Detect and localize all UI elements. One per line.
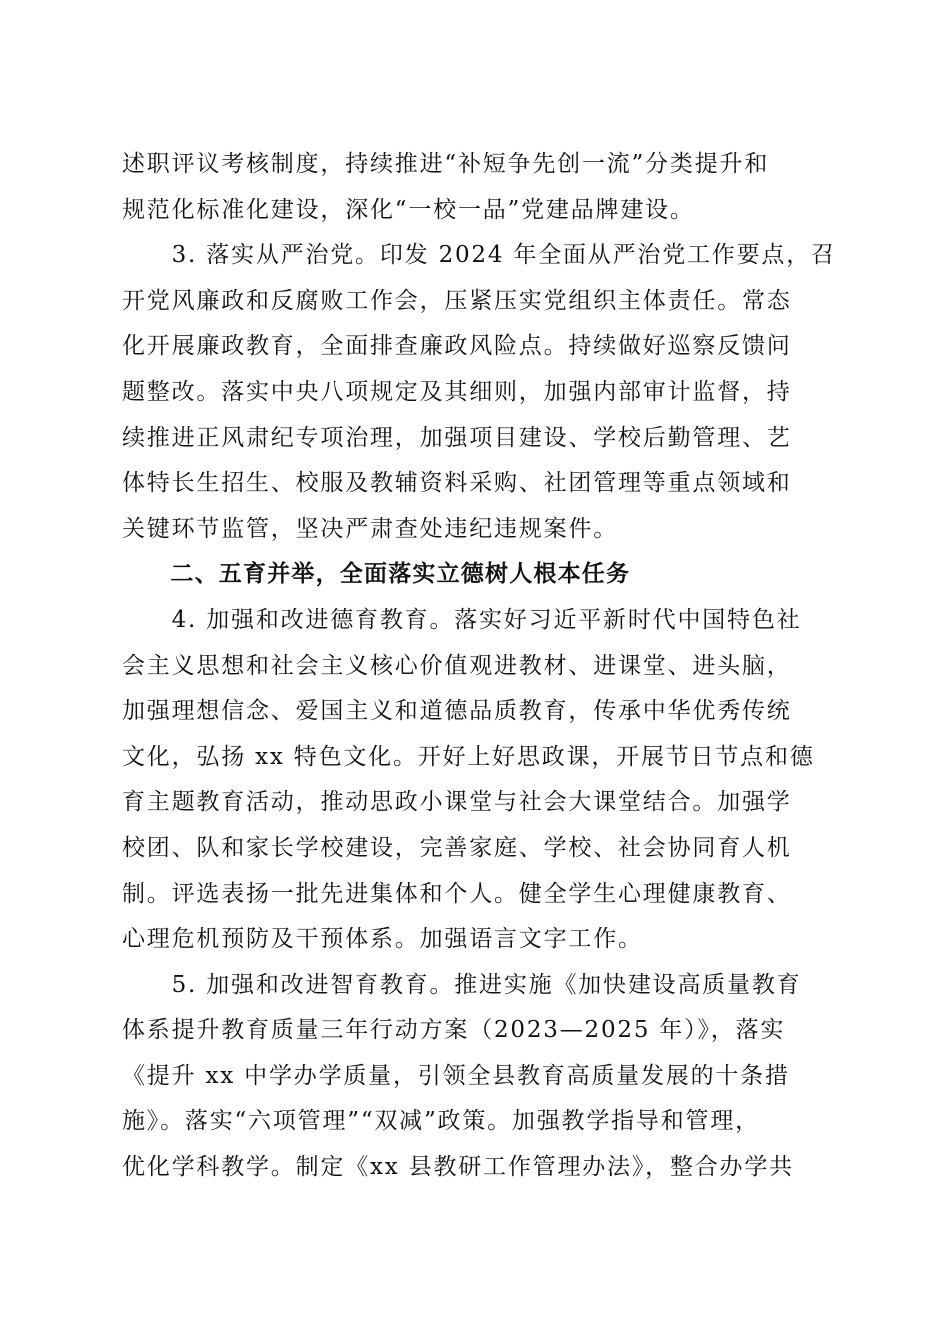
text-line: 化开展廉政教育，全面排查廉政风险点。持续做好巡察反馈问 (122, 333, 792, 360)
text-line: 会主义思想和社会主义核心价值观进教材、进课堂、进头脑， (122, 652, 792, 679)
text-line: 校团、队和家长学校建设，完善家庭、学校、社会协同育人机 (122, 834, 792, 861)
text-line: 《提升 xx 中学办学质量，引领全县教育高质量发展的十条措 (122, 1062, 790, 1089)
text-line: 关键环节监管，坚决严肃查处违纪违规案件。 (122, 515, 618, 542)
section-heading: 二、五育并举，全面落实立德树人根本任务 (122, 561, 631, 588)
text-line: 开党风廉政和反腐败工作会，压紧压实党组织主体责任。常态 (122, 287, 792, 314)
text-line: 体特长生招生、校服及教辅资料采购、社团管理等重点领域和 (122, 470, 792, 497)
text-line: 优化学科教学。制定《xx 县教研工作管理办法》，整合办学共 (122, 1154, 794, 1181)
text-line: 文化，弘扬 xx 特色文化。开好上好思政课，开展节日节点和德 (122, 743, 815, 770)
text-line: 体系提升教育质量三年行动方案（2023—2025 年）》，落实 (122, 1017, 786, 1044)
text-line: 5. 加强和改进智育教育。推进实施《加快建设高质量教育 (122, 971, 802, 998)
text-line: 施》。落实“六项管理”“双减”政策。加强教学指导和管理， (122, 1108, 760, 1135)
document-body (122, 142, 836, 1191)
text-line: 续推进正风肃纪专项治理，加强项目建设、学校后勤管理、艺 (122, 424, 792, 451)
text-line: 3. 落实从严治党。印发 2024 年全面从严治党工作要点，召 (122, 242, 836, 269)
text-line: 述职评议考核制度，持续推进“补短争先创一流”分类提升和 (122, 151, 770, 177)
text-line: 心理危机预防及干预体系。加强语言文字工作。 (122, 926, 643, 953)
text-line: 4. 加强和改进德育教育。落实好习近平新时代中国特色社 (122, 606, 802, 633)
text-line: 制。评选表扬一批先进集体和个人。健全学生心理健康教育、 (122, 880, 792, 907)
text-line: 育主题教育活动，推动思政小课堂与社会大课堂结合。加强学 (122, 789, 792, 816)
text-line: 规范化标准化建设，深化“一校一品”党建品牌建设。 (122, 196, 695, 223)
text-line: 加强理想信念、爱国主义和道德品质教育，传承中华优秀传统 (122, 698, 792, 725)
text-line: 题整改。落实中央八项规定及其细则，加强内部审计监督，持 (122, 378, 792, 405)
